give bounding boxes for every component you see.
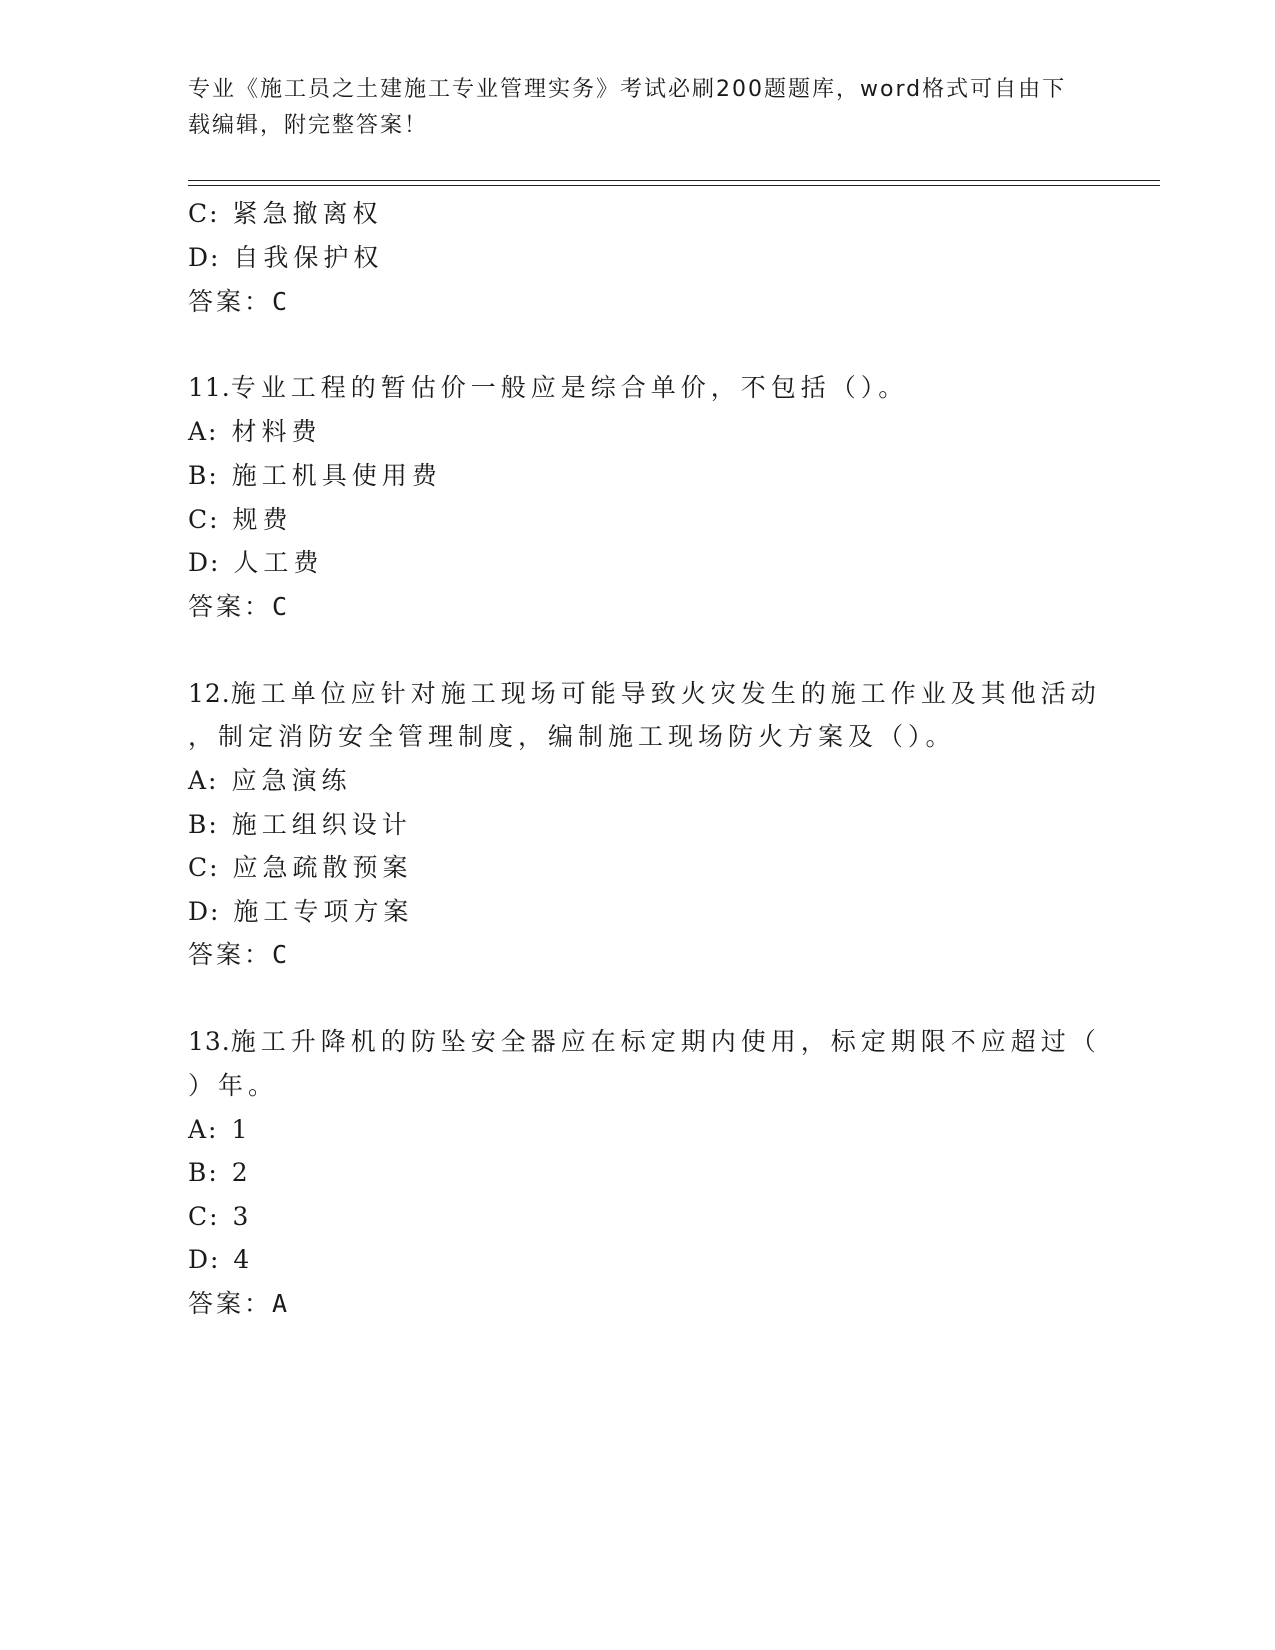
option-text: 2	[231, 1158, 250, 1187]
option-letter: C:	[188, 505, 220, 534]
option-line	[188, 412, 321, 452]
option-letter: C:	[188, 199, 220, 228]
option-line	[188, 1240, 251, 1280]
question-text-continued	[188, 1066, 278, 1106]
document-header-title: 专业《施工员之土建施工专业管理实务》考试必刷200题题库，word格式可自由下载编辑，附完整答案！	[188, 77, 1067, 138]
question-line: 专业工程的暂估价一般应是综合单价，不包括（）。	[230, 373, 909, 402]
question-line: ）年。	[188, 1071, 279, 1100]
option-text: 1	[231, 1115, 250, 1144]
option-letter: C:	[188, 1202, 220, 1231]
option-text: 施工组织设计	[231, 810, 412, 839]
option-line	[188, 848, 413, 888]
option-letter: B:	[188, 461, 219, 490]
answer-line	[188, 1284, 290, 1324]
option-letter: A:	[188, 417, 219, 446]
option-line	[188, 543, 323, 583]
header-divider-top	[188, 180, 1160, 181]
option-letter: C:	[188, 853, 220, 882]
option-line	[188, 1153, 250, 1193]
option-letter: B:	[188, 1158, 219, 1187]
option-text: 3	[232, 1202, 251, 1231]
option-letter: D:	[188, 897, 221, 926]
option-line	[188, 1197, 250, 1237]
option-letter: D:	[188, 1245, 221, 1274]
question-number: 12.	[188, 679, 231, 708]
option-line	[188, 194, 383, 234]
question-number: 11.	[188, 373, 231, 402]
option-letter: D:	[188, 548, 221, 577]
question-text	[188, 1022, 1101, 1062]
option-text: 规费	[232, 505, 293, 534]
option-letter: A:	[188, 766, 219, 795]
option-text: 人工费	[233, 548, 324, 577]
option-letter: B:	[188, 810, 219, 839]
question-text-continued	[188, 717, 956, 757]
question-line: 施工升降机的防坠安全器应在标定期内使用，标定期限不应超过（	[230, 1027, 1101, 1056]
answer-line	[188, 587, 290, 627]
option-text: 应急疏散预案	[232, 853, 413, 882]
option-letter: D:	[188, 243, 221, 272]
option-line	[188, 238, 383, 278]
answer-line	[188, 282, 290, 322]
answer-value: C	[272, 592, 291, 621]
option-text: 自我保护权	[233, 243, 384, 272]
answer-line	[188, 935, 290, 975]
answer-value: A	[272, 1289, 291, 1318]
question-text	[188, 674, 1101, 714]
header-divider-bottom	[188, 185, 1160, 186]
option-line	[188, 456, 442, 496]
answer-label: 答案：	[188, 287, 273, 316]
option-line	[188, 892, 413, 932]
option-line	[188, 1110, 249, 1150]
option-letter: A:	[188, 1115, 219, 1144]
option-text: 应急演练	[231, 766, 352, 795]
question-text	[188, 368, 908, 408]
option-text: 紧急撤离权	[232, 199, 383, 228]
answer-value: C	[272, 940, 291, 969]
option-text: 施工专项方案	[233, 897, 414, 926]
question-line: 施工单位应针对施工现场可能导致火灾发生的施工作业及其他活动	[230, 679, 1101, 708]
answer-label: 答案：	[188, 940, 273, 969]
option-text: 材料费	[231, 417, 322, 446]
option-line	[188, 761, 351, 801]
question-number: 13.	[188, 1027, 231, 1056]
option-text: 施工机具使用费	[231, 461, 442, 490]
answer-label: 答案：	[188, 1289, 273, 1318]
option-line	[188, 805, 412, 845]
question-line: ，制定消防安全管理制度，编制施工现场防火方案及（）。	[188, 722, 956, 751]
option-line	[188, 500, 293, 540]
option-text: 4	[233, 1245, 252, 1274]
answer-label: 答案：	[188, 592, 273, 621]
answer-value: C	[272, 287, 291, 316]
